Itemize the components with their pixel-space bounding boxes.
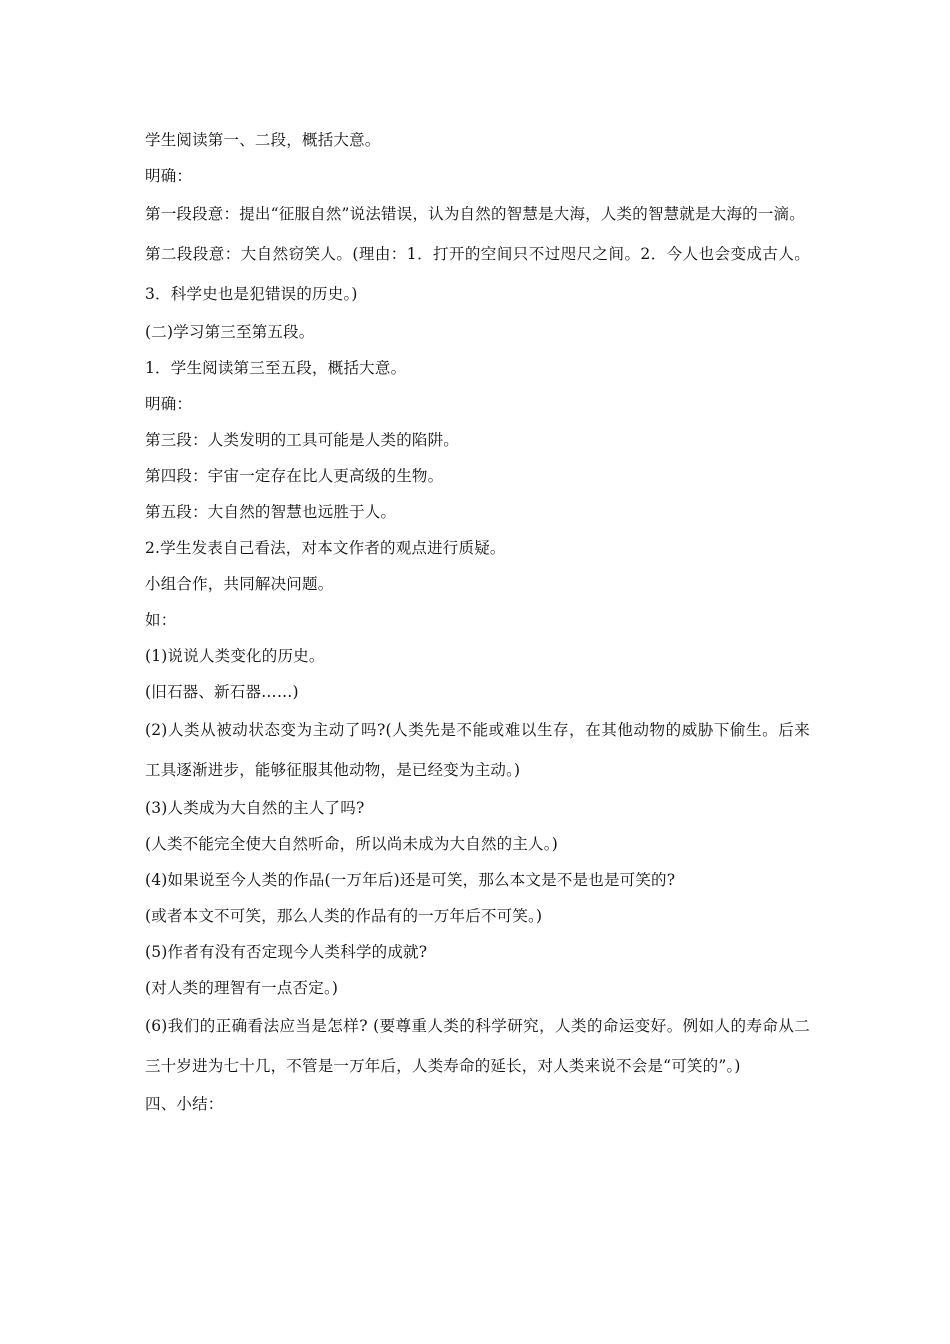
paragraph: 1．学生阅读第三至五段，概括大意。: [145, 359, 407, 377]
paragraph: 第二段段意：大自然窃笑人。(理由：1．打开的空间只不过咫尺之间。2．今人也会变成古人。3．科学史也是犯错误的历史。): [145, 245, 810, 303]
paragraph: (5)作者有没有否定现今人类科学的成就?: [145, 943, 428, 961]
paragraph: 小组合作，共同解决问题。: [145, 575, 334, 593]
paragraph: 第三段：人类发明的工具可能是人类的陷阱。: [145, 431, 460, 449]
paragraph: (2)人类从被动状态变为主动了吗?(人类先是不能或难以生存，在其他动物的威胁下偷生。后来工具逐渐进步，能够征服其他动物，是已经变为主动。): [145, 721, 810, 779]
paragraph: (人类不能完全使大自然听命，所以尚未成为大自然的主人。): [145, 835, 558, 853]
paragraph: 2.学生发表自己看法，对本文作者的观点进行质疑。: [145, 539, 506, 557]
paragraph: 第五段：大自然的智慧也远胜于人。: [145, 503, 397, 521]
paragraph: (6)我们的正确看法应当是怎样? (要尊重人类的科学研究，人类的命运变好。例如人的寿命从二三十岁进为七十几，不管是一万年后，人类寿命的延长，对人类来说不会是“可笑的”。): [145, 1017, 810, 1075]
section-heading: (二)学习第三至第五段。: [145, 323, 315, 341]
paragraph: (3)人类成为大自然的主人了吗?: [145, 799, 365, 817]
paragraph: (或者本文不可笑，那么人类的作品有的一万年后不可笑。): [145, 907, 543, 925]
paragraph: 学生阅读第一、二段，概括大意。: [145, 131, 381, 149]
paragraph: (旧石器、新石器……): [145, 683, 299, 701]
paragraph: 第一段段意：提出“征服自然”说法错误，认为自然的智慧是大海，人类的智慧就是大海的一滴。: [145, 205, 805, 223]
document-body: [145, 122, 810, 1122]
paragraph: 如：: [145, 611, 177, 629]
section-heading: 四、小结：: [145, 1095, 224, 1113]
paragraph: 明确：: [145, 395, 193, 413]
paragraph: (对人类的理智有一点否定。): [145, 979, 339, 997]
paragraph: (1)说说人类变化的历史。: [145, 647, 325, 665]
paragraph: 第四段：宇宙一定存在比人更高级的生物。: [145, 467, 444, 485]
paragraph: 明确：: [145, 167, 193, 185]
paragraph: (4)如果说至今人类的作品(一万年后)还是可笑，那么本文是不是也是可笑的?: [145, 871, 676, 889]
